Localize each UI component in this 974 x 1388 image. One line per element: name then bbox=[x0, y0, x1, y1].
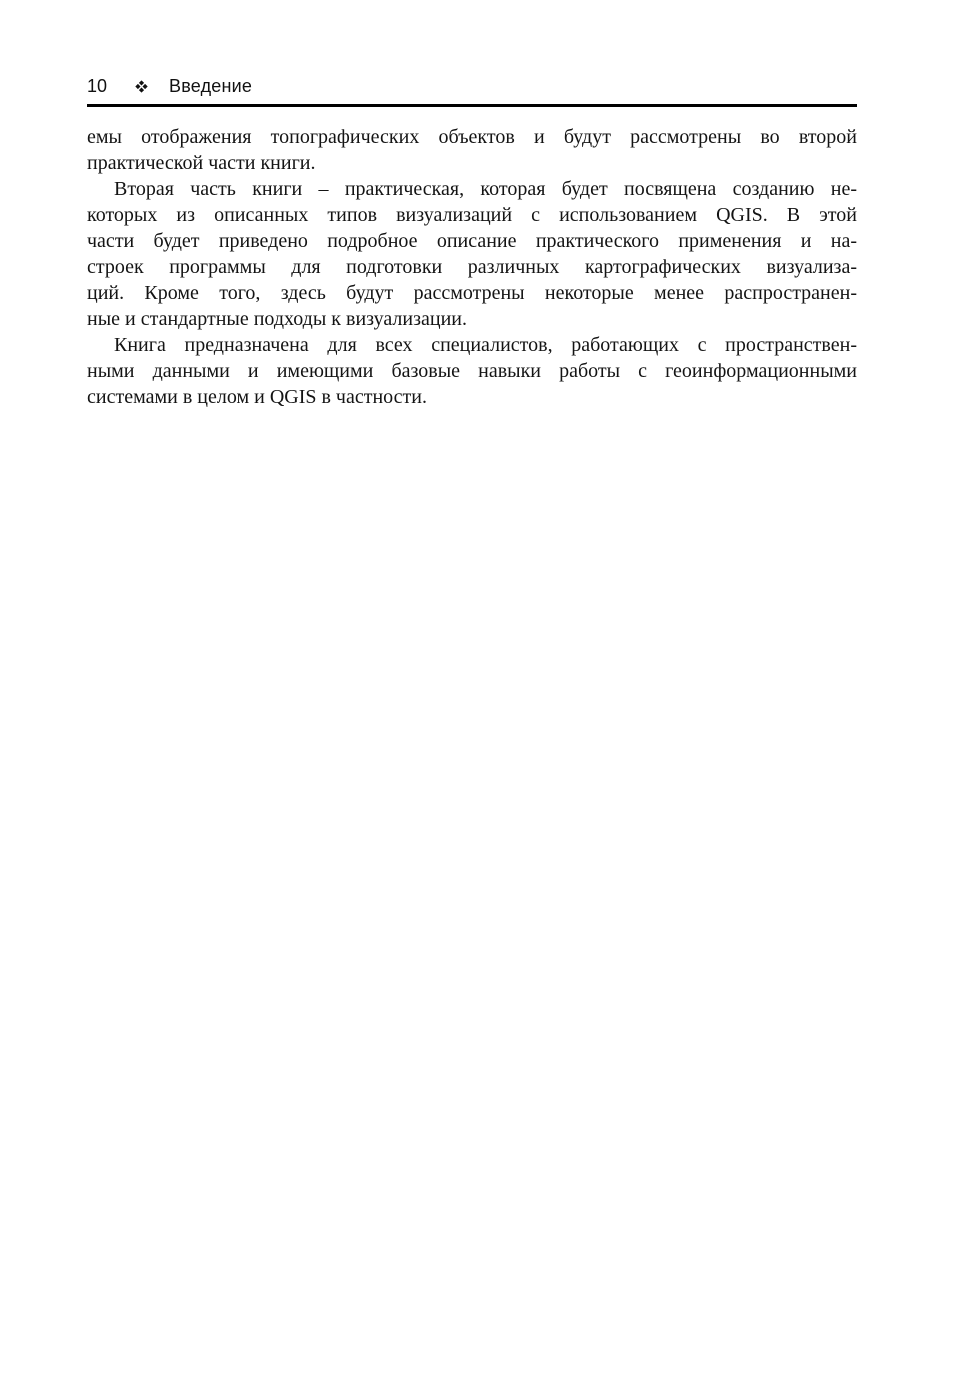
page-number: 10 bbox=[87, 76, 108, 96]
text-line: строек программы для подготовки различных картографических визуализа- bbox=[87, 256, 857, 278]
text-line: практической части книги. bbox=[87, 152, 316, 174]
text-line: части будет приведено подробное описание практического применения и на- bbox=[87, 230, 857, 252]
text-line: ными данными и имеющими базовые навыки работы с геоинформационными bbox=[87, 360, 857, 382]
text-line: Вторая часть книги – практическая, которая будет посвящена созданию не- bbox=[114, 178, 857, 200]
text-line: ные и стандартные подходы к визуализации. bbox=[87, 308, 467, 330]
section-title: Введение bbox=[169, 76, 253, 96]
text-line: Книга предназначена для всех специалистов, работающих с пространствен- bbox=[114, 334, 857, 356]
running-header bbox=[87, 76, 857, 107]
text-line: системами в целом и QGIS в частности. bbox=[87, 386, 427, 408]
body-text bbox=[87, 124, 857, 410]
text-line: ций. Кроме того, здесь будут рассмотрены некоторые менее распространен- bbox=[87, 282, 857, 304]
paragraph bbox=[87, 176, 857, 332]
text-line: емы отображения топографических объектов и будут рассмотрены во второй bbox=[87, 126, 857, 148]
diamond-marker-icon bbox=[134, 80, 148, 94]
paragraph bbox=[87, 332, 857, 410]
paragraph bbox=[87, 124, 857, 176]
text-line: которых из описанных типов визуализаций с использованием QGIS. В этой bbox=[87, 204, 857, 226]
